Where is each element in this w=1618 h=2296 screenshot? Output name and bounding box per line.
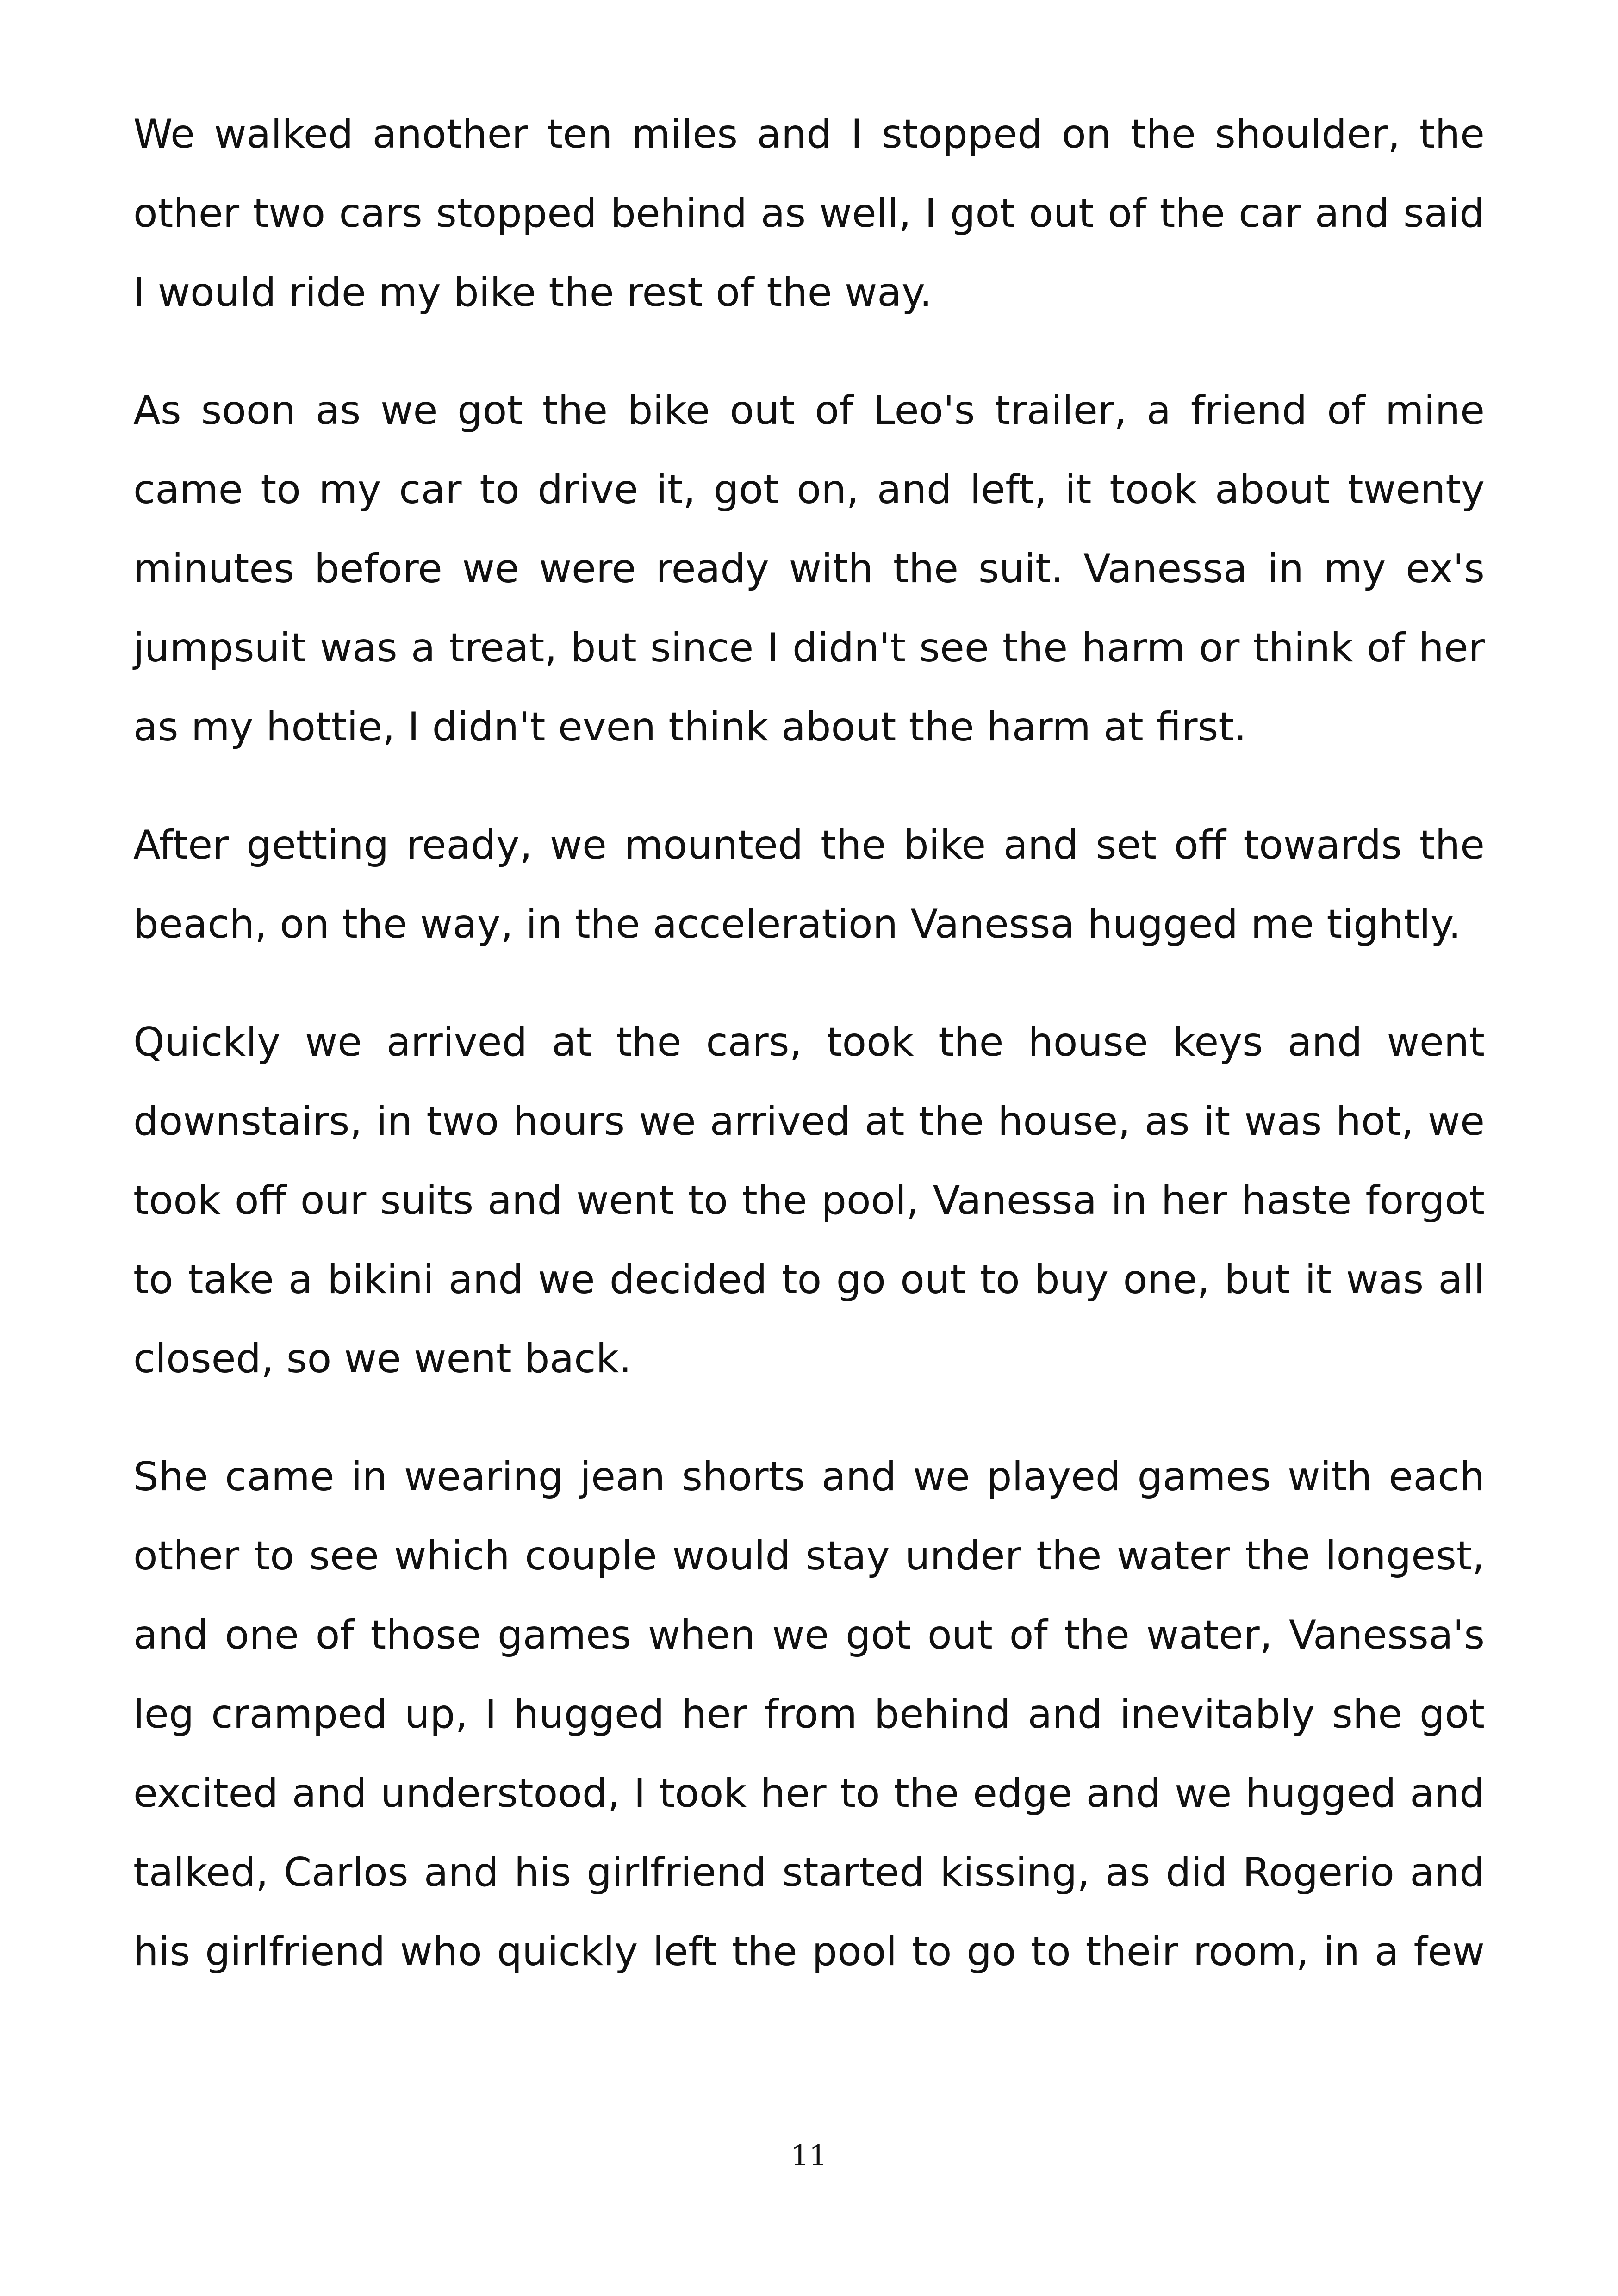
paragraph: After getting ready, we mounted the bike and set off towards the beach, on the way, in the acceleration Vanessa hugged me tightly. bbox=[133, 822, 1485, 947]
body-text bbox=[133, 95, 1485, 1991]
paragraph: As soon as we got the bike out of Leo's trailer, a friend of mine came to my car to drive it, got on, and left, it took about twenty minutes before we were ready with the suit. Vanessa in my ex's jumpsuit was a treat, but since I didn't see the harm or think of her as my hottie, I didn't even think about the harm at first. bbox=[133, 387, 1485, 750]
paragraph: We walked another ten miles and I stopped on the shoulder, the other two cars stopped behind as well, I got out of the car and said I would ride my bike the rest of the way. bbox=[133, 111, 1485, 316]
paragraph: She came in wearing jean shorts and we played games with each other to see which couple would stay under the water the longest, and one of those games when we got out of the water, Vanessa's leg cramped up, I hugged her from behind and inevitably she got excited and understood, I took her to the edge and we hugged and talked, Carlos and his girlfriend started kissing, as did Rogerio and his girlfriend who quickly left the pool to go to their room, in a few bbox=[133, 1454, 1485, 1975]
paragraph: Quickly we arrived at the cars, took the house keys and went downstairs, in two hours we arrived at the house, as it was hot, we took off our suits and went to the pool, Vanessa in her haste forgot to take a bikini and we decided to go out to buy one, but it was all closed, so we went back. bbox=[133, 1019, 1485, 1382]
page-number: 11 bbox=[790, 2139, 828, 2172]
